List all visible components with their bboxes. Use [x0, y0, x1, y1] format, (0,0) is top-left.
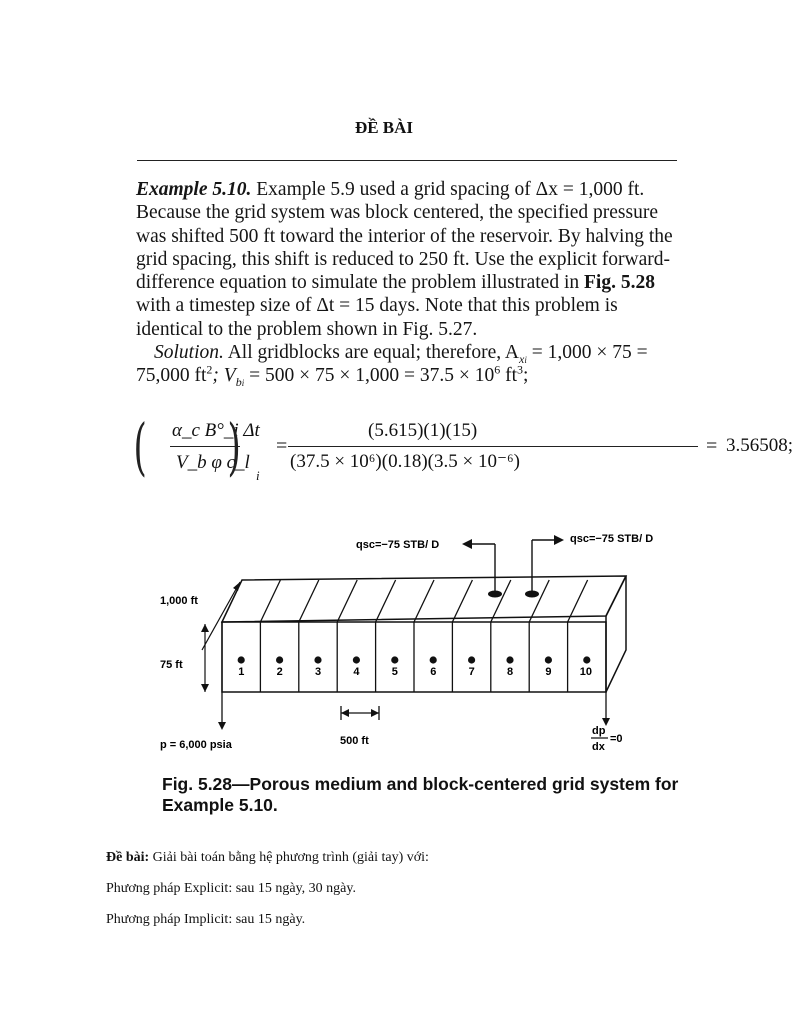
height-dimension-arrow-top — [201, 624, 209, 632]
grid-block-dot — [391, 656, 398, 663]
equation-paren-right: ) — [227, 410, 241, 483]
width-dimension-line — [202, 582, 240, 650]
grid-divider-top — [452, 580, 472, 622]
solution-sub-c: bi — [235, 375, 245, 390]
task-label: Đề bài: — [106, 850, 150, 865]
grid-block-number: 5 — [391, 666, 398, 678]
solution-text-d: = 500 × 75 × 1,000 = 37.5 × 10 — [244, 365, 495, 387]
spacing-arrow-left — [341, 709, 349, 717]
page-heading: ĐỀ BÀI — [354, 118, 414, 137]
grid-top-face — [222, 576, 626, 622]
well-right-marker — [525, 591, 539, 598]
grid-block-number: 6 — [430, 666, 437, 678]
solution-sub-a: xi — [519, 351, 527, 366]
example-body: Example 5.9 used a grid spacing of Δx = 1,000 ft. Because the grid system was block centered, the specified pressure was shifted 500 ft toward the interior of the reservoir. By halving the grid spacing, this shift is reduced to 250 ft. Use the explicit forward-difference equation to simulate the problem illustrated in — [136, 179, 673, 294]
well-left-marker — [488, 591, 502, 598]
solution-text-a: All gridblocks are equal; therefore, A — [227, 342, 520, 364]
grid-divider-top — [337, 580, 357, 622]
grid-block-number: 8 — [507, 666, 514, 678]
equation-rhs-denominator: (37.5 × 10⁶)(0.18)(3.5 × 10⁻⁶) — [290, 451, 520, 472]
grid-divider-top — [299, 580, 319, 622]
figure-caption-line-2: Example 5.10. — [162, 795, 278, 815]
noflow-dp: dp — [592, 725, 606, 737]
task-text: Giải bài toán bằng hệ phương trình (giải tay) với: — [149, 850, 429, 865]
grid-block-number: 7 — [468, 666, 475, 678]
grid-block-dot — [430, 656, 437, 663]
example-paragraph — [136, 178, 686, 341]
width-label: 1,000 ft — [160, 595, 198, 607]
grid-block-number: 3 — [315, 666, 322, 678]
example-text-block — [136, 178, 686, 388]
equation — [133, 410, 793, 488]
grid-block-dot — [506, 656, 513, 663]
well-left-arrowhead — [462, 539, 472, 549]
figure-caption-line-1: Fig. 5.28—Porous medium and block-centered grid system for — [162, 774, 679, 794]
grid-right-face — [606, 576, 626, 692]
spacing-arrow-right — [371, 709, 379, 717]
grid-block-dot — [238, 656, 245, 663]
equation-paren-left: ( — [133, 410, 147, 483]
solution-sup-b: 2 — [206, 362, 213, 377]
grid-block-dot — [276, 656, 283, 663]
equation-equals-2: = — [706, 435, 718, 457]
well-right-rate-label: qsc=−75 STB/ D — [570, 533, 654, 545]
noflow-eq-zero: =0 — [610, 733, 623, 745]
grid-block-number: 4 — [353, 666, 360, 678]
width-dimension-arrow-top — [233, 582, 240, 591]
grid-block-number: 1 — [238, 666, 245, 678]
grid-divider-top — [491, 580, 511, 622]
grid-divider-top — [414, 580, 434, 622]
solution-text-b: = 1,000 × 75 = 75,000 ft — [136, 342, 648, 387]
grid-block-number: 2 — [276, 666, 283, 678]
example-body-end: with a timestep size of Δt = 15 days. Note that this problem is identical to the problem shown in Fig. 5.27. — [136, 295, 618, 340]
equation-lhs-subscript: i — [256, 468, 260, 483]
equation-result: 3.56508; — [726, 435, 793, 456]
equation-equals: = — [276, 435, 288, 457]
grid-block-dot — [314, 656, 321, 663]
task-line-1 — [106, 850, 429, 866]
grid-divider-top — [260, 580, 280, 622]
equation-rhs-numerator: (5.615)(1)(15) — [368, 420, 478, 441]
solution-paragraph — [136, 341, 686, 388]
grid-block-dot — [353, 656, 360, 663]
figure-caption — [162, 774, 702, 816]
equation-rhs-fraction-bar — [288, 446, 698, 447]
grid-block-dividers — [260, 580, 587, 692]
height-dimension-arrow-bottom — [201, 684, 209, 692]
solution-text-e: ft — [500, 365, 518, 387]
grid-block-dot — [468, 656, 475, 663]
equation-lhs-denominator: V_b φ c_l — [176, 452, 250, 473]
grid-block-number: 9 — [545, 666, 552, 678]
grid-block-number: 10 — [579, 666, 593, 678]
solution-sup-e: 3 — [517, 362, 524, 377]
solution-text-c: ; V — [212, 365, 236, 387]
grid-block-numbers — [238, 666, 592, 678]
noflow-dx: dx — [592, 741, 605, 753]
pressure-label: p = 6,000 psia — [160, 739, 232, 751]
pressure-boundary-arrow — [218, 722, 226, 730]
solution-sup-d: 6 — [494, 362, 501, 377]
well-right-arrowhead — [554, 535, 564, 545]
task-line-3: Phương pháp Implicit: sau 15 ngày. — [106, 912, 306, 927]
solution-text-f: ; — [523, 365, 529, 387]
example-title: Example 5.10. — [136, 179, 252, 200]
grid-divider-top — [376, 580, 396, 622]
grid-block-dot — [545, 656, 552, 663]
well-left-rate-label: qsc=−75 STB/ D — [356, 539, 440, 551]
grid-diagram — [100, 520, 700, 760]
equation-lhs-numerator: α_c B°_i Δt — [172, 420, 260, 441]
grid-block-dot — [583, 656, 590, 663]
spacing-label: 500 ft — [340, 735, 369, 747]
figure-reference: Fig. 5.28 — [584, 272, 655, 294]
task-line-2: Phương pháp Explicit: sau 15 ngày, 30 ngày. — [106, 881, 356, 896]
scan-top-rule — [137, 160, 677, 161]
height-label: 75 ft — [160, 659, 183, 671]
solution-title: Solution. — [154, 342, 224, 364]
